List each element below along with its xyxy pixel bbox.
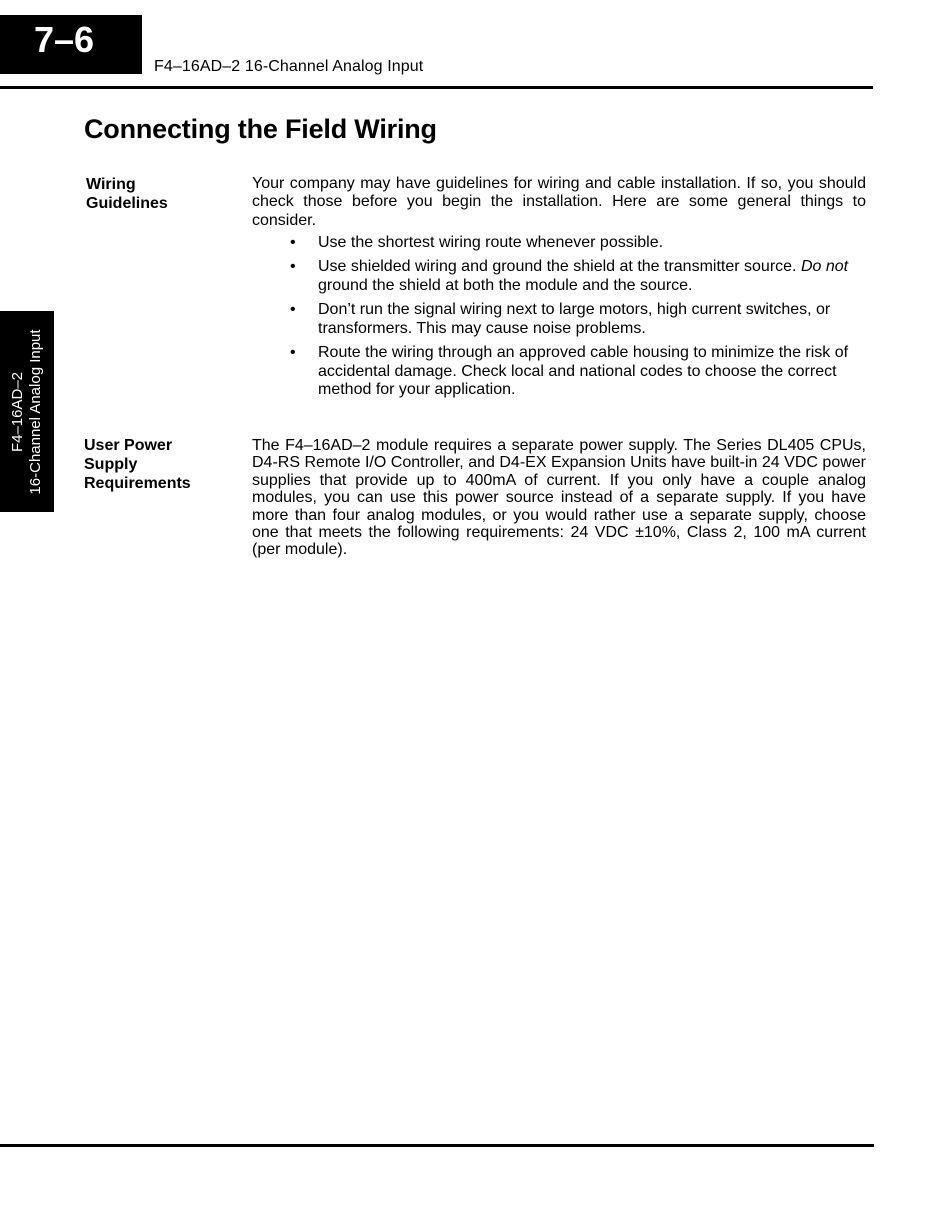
power-paragraph: The F4–16AD–2 module requires a separate power supply. The Series DL405 CPUs, D4-RS Remote I/O Controller, and D4-EX Expansion Units have built-in 24 VDC power supplies that provide up to 400mA of current. If you only have a couple analog modules, you can use this power source instead of a separate supply. If you have more than four analog modules, or you would rather use a separate supply, choose one that meets the following requirements: 24 VDC ±10%, Class 2, 100 mA current (per module). — [252, 437, 866, 559]
bullet-text: Route the wiring through an approved cable housing to minimize the risk of accidental damage. Check local and national codes to choose the correct method for your application. — [318, 344, 849, 399]
wiring-intro-paragraph: Your company may have guidelines for wiring and cable installation. If so, you should check those before you begin the installation. Here are some general things to consider. — [252, 175, 866, 229]
wiring-bullet-list — [252, 234, 866, 400]
user-power-supply-body — [252, 437, 866, 559]
side-tab-line1: F4–16AD–2 — [9, 371, 26, 452]
bullet-item — [252, 258, 866, 295]
bullet-text: Don’t run the signal wiring next to large motors, high current switches, or transformers. This may cause noise problems. — [318, 301, 831, 337]
section-title: Connecting the Field Wiring — [84, 114, 437, 144]
wiring-guidelines-body — [252, 175, 866, 406]
wiring-guidelines-heading — [86, 175, 168, 213]
bottom-rule-divider — [0, 1144, 874, 1147]
side-tab-line2: 16-Channel Analog Input — [27, 328, 44, 495]
bullet-item — [252, 234, 866, 253]
bullet-text: ground the shield at both the module and the source. — [318, 276, 693, 294]
bullet-icon: • — [290, 233, 296, 251]
top-rule-divider — [0, 86, 873, 89]
side-tab-text — [9, 329, 45, 494]
power-heading-line2: Supply — [84, 456, 138, 473]
page-number-box — [0, 15, 142, 74]
bullet-emphasis: Do not — [800, 258, 849, 276]
bullet-icon: • — [290, 344, 296, 362]
bullet-text: Use the shortest wiring route whenever possible. — [318, 233, 664, 251]
bullet-text: Use shielded wiring and ground the shield at the transmitter source. — [318, 258, 801, 276]
user-power-supply-heading — [84, 436, 191, 493]
bullet-item — [252, 301, 866, 338]
page-number: 7–6 — [34, 19, 95, 60]
power-heading-line1: User Power — [84, 437, 173, 454]
wiring-heading-line2: Guidelines — [86, 195, 168, 212]
bullet-icon: • — [290, 258, 296, 276]
chapter-side-tab — [0, 311, 54, 512]
power-heading-line3: Requirements — [84, 475, 191, 492]
wiring-heading-line1: Wiring — [86, 176, 136, 193]
bullet-icon: • — [290, 301, 296, 319]
running-header-title: F4–16AD–2 16-Channel Analog Input — [154, 58, 424, 75]
bullet-item — [252, 344, 866, 400]
